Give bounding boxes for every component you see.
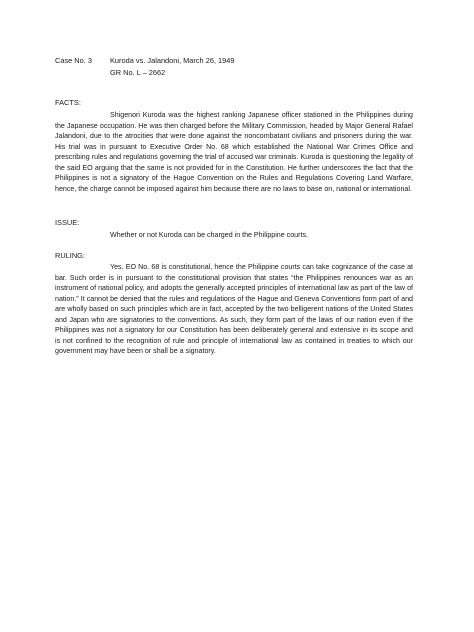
issue-heading: ISSUE:	[55, 218, 80, 227]
issue-paragraph: Whether or not Kuroda can be charged in the Philippine courts.	[110, 231, 308, 239]
gr-number: GR No. L – 2662	[110, 68, 166, 77]
case-title: Kuroda vs. Jalandoni, March 26, 1949	[110, 56, 235, 65]
ruling-paragraph: Yes. EO No. 68 is constitutional, hence the Philippine courts can take cognizance of the case at bar. Such order is in pursuant to the constitutional provision that states “the Philippines renounces war as an instrument of national policy, and adopts the generally accepted principles of international law as part of the law of nation.” It cannot be denied that the rules and regulations of the Hague and Geneva Conventions form part of and are wholly based on such principles which are in fact, accepted by the two belligerent nations of the United States and Japan who are signatories to the conventions. As such, they form part of the laws of our nation even if the Philippines was not a signatory for our Constitution has been deliberately general and extensive in its scope and is not confined to the recognition of rule and principle of international law as contained in treaties to which our government may have been or shall be a signatory.	[55, 263, 413, 355]
ruling-heading: RULING:	[55, 251, 85, 260]
facts-heading: FACTS:	[55, 98, 81, 107]
facts-paragraph: Shigenori Kuroda was the highest ranking Japanese officer stationed in the Philippines during the Japanese occupation. He was then charged before the Military Commission, headed by Major General Rafael Jalandoni, due to the atrocities that were done against the noncombatant civilians and prisoners during the war. His trial was in pursuant to Executive Order No. 68 which established the National War Crimes Office and prescribing rules and regulations governing the trial of accused war criminals. Kuroda is questioning the legality of the said EO arguing that the same is not provided for in the Constitution. He further underscores the fact that the Philippines is not a signatory of the Hague Convention on the Rules and Regulations Covering Land Warfare, hence, the charge cannot be imposed against him because there are no laws to base on, national or international.	[55, 111, 413, 193]
case-number: Case No. 3	[55, 56, 92, 65]
case-header-line-1	[55, 56, 235, 66]
case-header-line-2	[55, 68, 165, 78]
